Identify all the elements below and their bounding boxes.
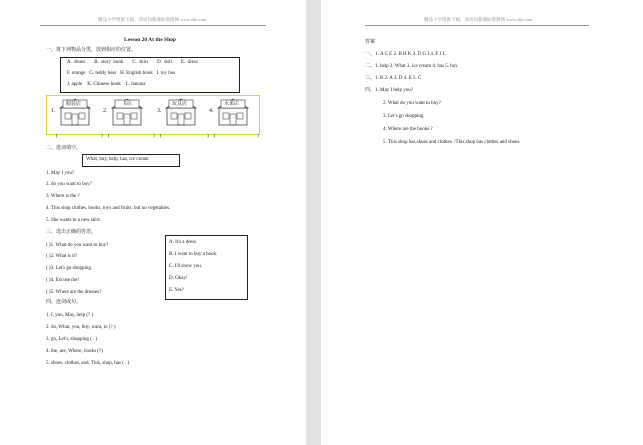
order-question-4: 4. the, are, Where, books (?) xyxy=(46,349,103,354)
answer-line-6: 3. Let's go shopping. xyxy=(383,114,425,119)
answer-line-2: 二、1. help 2. What 3. ice cream 4. has 5. buy xyxy=(365,64,458,69)
paren-close-4: ) xyxy=(257,134,259,139)
item-row-1: A. shoes B. story book C. skirt D. doll E. dress xyxy=(67,60,198,65)
shop-building-1 xyxy=(58,98,92,126)
paren-open-3: ( xyxy=(160,134,162,139)
header-rule-right xyxy=(365,25,589,26)
response-option-c: C. I'll show you. xyxy=(169,264,202,269)
shop-building-2 xyxy=(110,98,144,126)
worksheet-page-right xyxy=(321,0,643,445)
answer-line-1: 一、1. A C E 2. B H K 3. D G I 4. F J L xyxy=(365,52,446,57)
section1-heading: 一、将下列物品分类，放到相应的位置。 xyxy=(46,48,137,53)
paren-open-4: ( xyxy=(214,134,216,139)
shop-building-3 xyxy=(164,98,198,126)
section4-heading: 四、连词成句。 xyxy=(46,300,82,305)
page-gutter xyxy=(306,0,321,445)
paren-open-2: ( xyxy=(108,134,110,139)
match-question-4: ( )4. Excuse me! xyxy=(46,278,80,283)
shop-number-3: 3. xyxy=(157,108,162,114)
match-question-3: ( )3. Let's go shopping. xyxy=(46,266,93,271)
paren-open-1: ( xyxy=(56,134,58,139)
page-header: 精品小学资源下载，请访问新课标资源网 www.xkb.com xyxy=(98,17,207,22)
order-question-2: 2. do, What, you, buy, want, to (? ) xyxy=(46,325,116,330)
shop-building-4 xyxy=(216,98,250,126)
order-question-5: 5. shoes, clothes, and, This, shop, has ( . ) xyxy=(46,361,130,366)
order-question-3: 3. go, Let's, shopping ( . ) xyxy=(46,337,98,342)
section2-heading: 二、选词填空。 xyxy=(46,146,82,151)
answer-line-4: 四、1. May I help you? xyxy=(365,88,413,93)
answer-line-3: 三、1. B 2. A 3. D 4. E 5. C xyxy=(365,76,422,81)
worksheet-page-left xyxy=(0,0,306,445)
item-row-3: J. apple K. Chinese book L. banana xyxy=(67,82,146,87)
match-question-1: ( )1. What do you want to buy? xyxy=(46,243,109,248)
shop-name-4: 水果店 xyxy=(224,102,240,107)
response-option-e: E. Yes? xyxy=(169,288,184,293)
shop-name-1: 服装店 xyxy=(66,102,82,107)
word-box-text: What, buy, help, has, ice cream xyxy=(86,157,149,162)
paren-close-2: ) xyxy=(153,134,155,139)
page-header-right: 精品小学资源下载，请访问新课标资源网 www.xkb.com xyxy=(424,17,533,22)
shop-number-4: 4. xyxy=(209,108,214,114)
response-option-d: D. Okay! xyxy=(169,276,188,281)
header-rule xyxy=(40,25,266,26)
paren-close-1: ) xyxy=(101,134,103,139)
answer-line-7: 4. Where are the books ? xyxy=(383,127,433,132)
shop-number-1: 1. xyxy=(51,108,56,114)
shop-name-3: 玩具店 xyxy=(172,102,188,107)
section3-heading: 三、选出正确的答语。 xyxy=(46,230,97,235)
item-row-2: F. orange G. teddy bear H. English book I. toy bus xyxy=(67,71,176,76)
response-option-b: B. I want to buy a book. xyxy=(169,252,218,257)
fill-question-1: 1. May I you? xyxy=(46,171,75,176)
answer-line-8: 5. This shop has shoes and clothes. /This shop has clothes and shoes. xyxy=(383,140,521,145)
fill-question-5: 5. She wants to a new skirt. xyxy=(46,218,101,223)
fill-question-2: 2. do you want to buy? xyxy=(46,182,92,187)
paren-close-3: ) xyxy=(207,134,209,139)
fill-question-4: 4. This shop clothes, books, toys and fruits, but no vegetables. xyxy=(46,206,171,211)
lesson-title: Lesson 20 At the Shop xyxy=(124,37,176,43)
match-question-2: ( )2. What is it? xyxy=(46,254,78,259)
response-option-a: A. It's a dress. xyxy=(169,240,198,245)
answers-heading: 答案 xyxy=(365,40,376,45)
shop-number-2: 2. xyxy=(103,108,108,114)
answer-line-5: 2. What do you want to buy? xyxy=(383,101,441,106)
fill-question-3: 3. Where is the ? xyxy=(46,194,80,199)
match-question-5: ( )5. Where are the dresses? xyxy=(46,290,102,295)
shop-name-2: 书店 xyxy=(122,102,133,107)
order-question-1: 1. I, you, May, help (? ) xyxy=(46,313,94,318)
